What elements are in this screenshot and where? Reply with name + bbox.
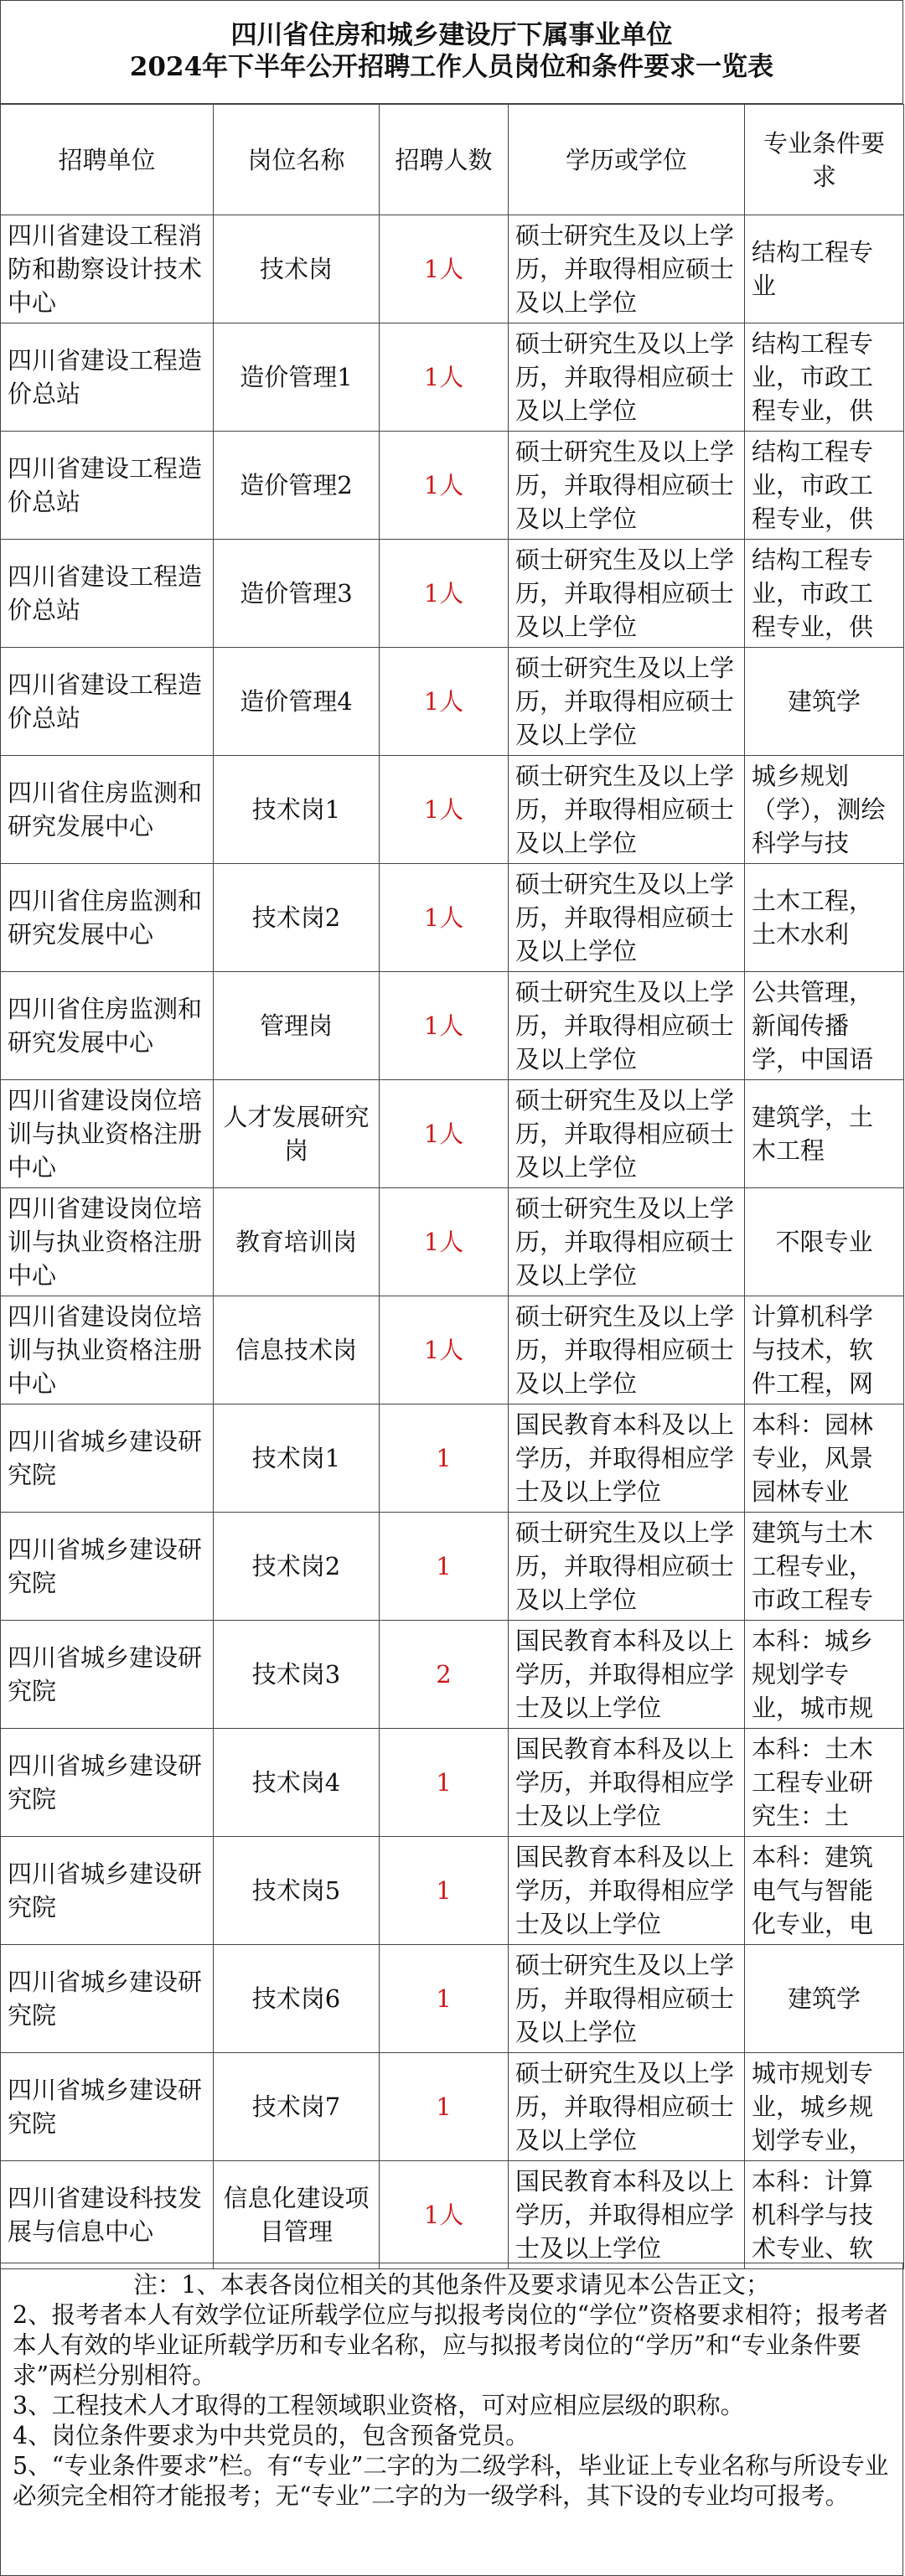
cell-major: 建筑与土木工程专业，市政工程专 [745,1513,904,1621]
cell-unit: 四川省住房监测和研究发展中心 [1,756,214,864]
cell-major: 建筑学 [745,1945,904,2053]
cell-unit: 四川省建设岗位培训与执业资格注册中心 [1,1296,214,1404]
cell-unit: 四川省住房监测和研究发展中心 [1,972,214,1080]
cell-position: 技术岗5 [214,1837,380,1945]
note-1: 注：1、本表各岗位相关的其他条件及要求请见本公告正文； [133,2271,770,2299]
cell-major: 建筑学，土木工程 [745,1080,904,1188]
table-row [1,1513,904,1621]
cell-major: 计算机科学与技术，软件工程，网 [745,1296,904,1404]
note-5: 5、“专业条件要求”栏。有“专业”二字的为二级学科，毕业证上专业名称与所设专业必须完全相符才能报考；无“专业”二字的为一级学科，其下设的专业均可报考。 [13,2452,889,2510]
cell-position: 造价管理2 [214,432,380,540]
cell-count: 1 [380,1404,509,1513]
table-row [1,1621,904,1729]
table-row [1,2161,904,2269]
cell-position: 技术岗3 [214,1621,380,1729]
cell-major: 城乡规划（学），测绘科学与技 [745,756,904,864]
cell-count: 1 [380,1513,509,1621]
cell-education: 国民教育本科及以上学历，并取得相应学士及以上学位 [509,1837,745,1945]
positions-table [0,104,904,2269]
cell-unit: 四川省建设岗位培训与执业资格注册中心 [1,1188,214,1296]
cell-count: 1人 [380,1188,509,1296]
cell-count: 1 [380,1729,509,1837]
title-block [0,0,903,104]
cell-position: 技术岗1 [214,756,380,864]
cell-count: 1人 [380,972,509,1080]
cell-major: 城市规划专业，城乡规划学专业， [745,2053,904,2161]
cell-education: 硕士研究生及以上学历，并取得相应硕士及以上学位 [509,756,745,864]
cell-unit: 四川省城乡建设研究院 [1,1513,214,1621]
cell-position: 造价管理4 [214,648,380,756]
cell-unit: 四川省建设工程造价总站 [1,323,214,432]
cell-unit: 四川省城乡建设研究院 [1,1729,214,1837]
cell-count: 1人 [380,323,509,432]
table-row [1,1837,904,1945]
cell-major: 结构工程专业，市政工程专业，供 [745,540,904,648]
cell-major: 本科：园林专业，风景园林专业 [745,1404,904,1513]
cell-unit: 四川省建设工程造价总站 [1,648,214,756]
cell-major: 建筑学 [745,648,904,756]
cell-count: 1人 [380,540,509,648]
table-row [1,756,904,864]
cell-major: 公共管理，新闻传播学，中国语 [745,972,904,1080]
cell-major: 结构工程专业 [745,215,904,323]
cell-count: 1人 [380,648,509,756]
cell-major: 土木工程，土木水利 [745,864,904,972]
cell-count: 1人 [380,864,509,972]
table-row [1,215,904,323]
note-3: 3、工程技术人才取得的工程领域职业资格，可对应相应层级的职称。 [13,2392,745,2419]
cell-education: 硕士研究生及以上学历，并取得相应硕士及以上学位 [509,540,745,648]
cell-education: 国民教育本科及以上学历，并取得相应学士及以上学位 [509,1729,745,1837]
cell-unit: 四川省住房监测和研究发展中心 [1,864,214,972]
header-major: 专业条件要求 [745,105,904,215]
note-4: 4、岗位条件要求为中共党员的，包含预备党员。 [13,2422,530,2449]
header-count: 招聘人数 [380,105,509,215]
notes-block [0,2263,903,2576]
cell-education: 硕士研究生及以上学历，并取得相应硕士及以上学位 [509,1945,745,2053]
header-position: 岗位名称 [214,105,380,215]
table-row [1,972,904,1080]
cell-position: 人才发展研究岗 [214,1080,380,1188]
table-row [1,648,904,756]
cell-unit: 四川省城乡建设研究院 [1,1404,214,1513]
cell-count: 1 [380,2053,509,2161]
cell-position: 管理岗 [214,972,380,1080]
cell-education: 国民教育本科及以上学历，并取得相应学士及以上学位 [509,1404,745,1513]
cell-count: 1人 [380,215,509,323]
cell-unit: 四川省城乡建设研究院 [1,1945,214,2053]
cell-education: 硕士研究生及以上学历，并取得相应硕士及以上学位 [509,432,745,540]
cell-education: 硕士研究生及以上学历，并取得相应硕士及以上学位 [509,1080,745,1188]
cell-education: 硕士研究生及以上学历，并取得相应硕士及以上学位 [509,648,745,756]
cell-position: 教育培训岗 [214,1188,380,1296]
cell-education: 国民教育本科及以上学历，并取得相应学士及以上学位 [509,1621,745,1729]
table-row [1,1296,904,1404]
cell-major: 本科：城乡规划学专业，城市规 [745,1621,904,1729]
cell-unit: 四川省建设工程造价总站 [1,432,214,540]
cell-position: 技术岗 [214,215,380,323]
cell-count: 1 [380,1945,509,2053]
cell-unit: 四川省建设科技发展与信息中心 [1,2161,214,2269]
cell-position: 造价管理3 [214,540,380,648]
cell-count: 1人 [380,1080,509,1188]
table-row [1,864,904,972]
cell-education: 硕士研究生及以上学历，并取得相应硕士及以上学位 [509,215,745,323]
cell-position: 技术岗2 [214,864,380,972]
cell-education: 硕士研究生及以上学历，并取得相应硕士及以上学位 [509,972,745,1080]
table-row [1,1080,904,1188]
cell-education: 硕士研究生及以上学历，并取得相应硕士及以上学位 [509,323,745,432]
cell-major: 本科：建筑电气与智能化专业，电 [745,1837,904,1945]
table-row [1,323,904,432]
table-row [1,1945,904,2053]
cell-position: 技术岗1 [214,1404,380,1513]
cell-position: 技术岗7 [214,2053,380,2161]
cell-count: 1人 [380,432,509,540]
cell-position: 信息技术岗 [214,1296,380,1404]
cell-education: 国民教育本科及以上学历，并取得相应学士及以上学位 [509,2161,745,2269]
cell-education: 硕士研究生及以上学历，并取得相应硕士及以上学位 [509,1188,745,1296]
table-row [1,432,904,540]
cell-unit: 四川省建设工程造价总站 [1,540,214,648]
cell-unit: 四川省城乡建设研究院 [1,1837,214,1945]
title-line-1: 四川省住房和城乡建设厅下属事业单位 [230,20,673,50]
cell-count: 1 [380,1837,509,1945]
cell-position: 技术岗4 [214,1729,380,1837]
table-row [1,2053,904,2161]
header-unit: 招聘单位 [1,105,214,215]
cell-education: 硕士研究生及以上学历，并取得相应硕士及以上学位 [509,1296,745,1404]
cell-count: 1人 [380,1296,509,1404]
header-education: 学历或学位 [509,105,745,215]
cell-unit: 四川省建设岗位培训与执业资格注册中心 [1,1080,214,1188]
cell-major: 不限专业 [745,1188,904,1296]
cell-count: 2 [380,1621,509,1729]
cell-position: 造价管理1 [214,323,380,432]
cell-position: 技术岗6 [214,1945,380,2053]
cell-education: 硕士研究生及以上学历，并取得相应硕士及以上学位 [509,1513,745,1621]
cell-unit: 四川省城乡建设研究院 [1,2053,214,2161]
table-row [1,1404,904,1513]
cell-major: 本科：计算机科学与技术专业、软 [745,2161,904,2269]
cell-unit: 四川省建设工程消防和勘察设计技术中心 [1,215,214,323]
table-row [1,1188,904,1296]
title-line-2: 2024年下半年公开招聘工作人员岗位和条件要求一览表 [129,52,774,82]
cell-count: 1人 [380,2161,509,2269]
cell-position: 信息化建设项目管理 [214,2161,380,2269]
note-2: 2、报考者本人有效学位证所载学位应与拟报考岗位的“学位”资格要求相符；报考者本人有效的毕业证所载学历和专业名称，应与拟报考岗位的“学历”和“专业条件要求”两栏分别相符。 [13,2301,888,2389]
cell-unit: 四川省城乡建设研究院 [1,1621,214,1729]
cell-position: 技术岗2 [214,1513,380,1621]
cell-education: 硕士研究生及以上学历，并取得相应硕士及以上学位 [509,2053,745,2161]
cell-major: 本科：土木工程专业研究生：土 [745,1729,904,1837]
header-row [1,105,904,215]
table-row [1,1729,904,1837]
cell-education: 硕士研究生及以上学历，并取得相应硕士及以上学位 [509,864,745,972]
cell-major: 结构工程专业，市政工程专业，供 [745,432,904,540]
cell-major: 结构工程专业，市政工程专业，供 [745,323,904,432]
cell-count: 1人 [380,756,509,864]
table-row [1,540,904,648]
